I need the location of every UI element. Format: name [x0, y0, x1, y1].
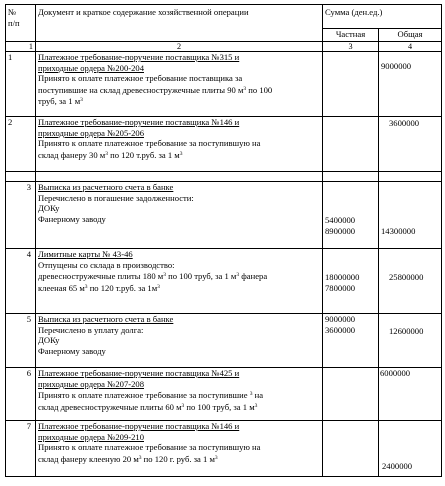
operation-row [6, 314, 442, 368]
private-sum-value: 3600000 [325, 324, 356, 335]
header-description-cell: Документ и краткое содержание хозяйственной операции [36, 5, 323, 42]
header-private-cell: Частная [323, 29, 379, 42]
private-sum-value: 5400000 [325, 215, 356, 225]
operation-number: 3 [6, 182, 36, 249]
operation-row [6, 52, 442, 117]
operation-number: 2 [6, 117, 36, 172]
operation-text: поступившие на склад древесностружечные плиты 90 $м^3$ по 100 [38, 84, 273, 95]
operation-text: ДОКу [38, 335, 60, 346]
document-title: Выписка из расчетного счета в банке [38, 182, 174, 192]
header-row [6, 5, 442, 29]
document-title: приходные ордера №205-206 [38, 127, 144, 138]
total-sum: 14300000 [379, 182, 442, 249]
private-sum-value: 8900000 [325, 225, 356, 236]
operation-text: Фанерному заводу [38, 213, 106, 224]
operation-text: Принято к оплате платежное требование поставщика за [38, 73, 243, 84]
header-number-label: № [8, 7, 17, 17]
document-title: приходные ордера №209-210 [38, 431, 144, 442]
operation-description [36, 368, 323, 421]
operation-text: Принято к оплате платежное требование за поступившую на [38, 138, 261, 149]
private-sum [323, 117, 379, 172]
operation-description [36, 117, 323, 172]
column-index: 2 [36, 42, 323, 52]
total-sum: 12600000 [379, 314, 442, 368]
private-sum [323, 368, 379, 421]
document-title: Платежное требование-поручение поставщика №146 и [38, 117, 240, 127]
operation-text: склад фанеру клееную 20 $м^3$ по 120 г. руб. за 1 $м^3$ [38, 453, 218, 464]
spacer-cell [6, 172, 36, 182]
operation-row [6, 182, 442, 249]
operation-text: древесностружечные плиты 180 $м^3$ по 100 труб, за 1 $м^3$ фанера [38, 271, 268, 282]
operation-text: ДОКу [38, 203, 60, 214]
document-title: приходные ордера №207-208 [38, 378, 144, 389]
operation-text: склад фанеру 30 $м^3$ по 120 т.руб. за 1 $м^3$ [38, 149, 183, 160]
total-sum: 6000000 [379, 368, 442, 421]
document-title: Платежное требование-поручение поставщика №315 и [38, 52, 240, 62]
column-index: 3 [323, 42, 379, 52]
private-sum [323, 182, 379, 249]
document-title: Платежное требование-поручение поставщика №425 и [38, 368, 240, 378]
header-number-cell [6, 5, 36, 42]
operation-description [36, 314, 323, 368]
operation-number: 1 [6, 52, 36, 117]
operation-number: 4 [6, 249, 36, 314]
operation-number: 5 [6, 314, 36, 368]
private-sum [323, 421, 379, 477]
spacer-cell [36, 172, 323, 182]
total-sum: 2400000 [379, 421, 442, 477]
operation-text: склад древесностружечные плиты 60 $м^3$ по 100 труб, за 1 $м^3$ [38, 401, 258, 412]
operation-description [36, 182, 323, 249]
operation-row [6, 368, 442, 421]
operation-description [36, 52, 323, 117]
spacer-cell [379, 172, 442, 182]
column-index: 4 [379, 42, 442, 52]
document-title: Платежное требование-поручение поставщика №146 и [38, 421, 240, 431]
private-sum-value: 9000000 [325, 314, 356, 324]
column-index: 1 [6, 42, 36, 52]
operation-row [6, 249, 442, 314]
operation-description [36, 249, 323, 314]
private-sum-value: 7800000 [325, 282, 356, 293]
total-sum: 3600000 [379, 117, 442, 172]
document-title: Выписка из расчетного счета в банке [38, 314, 174, 324]
operation-row [6, 421, 442, 477]
total-sum: 9000000 [379, 52, 442, 117]
total-sum: 25800000 [379, 249, 442, 314]
operation-row [6, 117, 442, 172]
header-number-sublabel: п/п [8, 17, 20, 28]
operation-description [36, 421, 323, 477]
operation-text: Принято к оплате платежное требование за поступившие $^3$ на [38, 390, 264, 401]
private-sum-value: 18000000 [325, 272, 360, 282]
document-title: приходные ордера №200-204 [38, 62, 144, 73]
private-sum [323, 314, 379, 368]
spacer-cell [323, 172, 379, 182]
column-index-row [6, 42, 442, 52]
header-sum-cell: Сумма (ден.ед.) [323, 5, 442, 29]
header-total-cell: Общая [379, 29, 442, 42]
document-title: Лимитные карты № 43-46 [38, 249, 133, 259]
operation-text: Принято к оплате платежное требование за поступившую на [38, 442, 261, 453]
private-sum [323, 249, 379, 314]
operations-ledger-table [5, 4, 442, 477]
operation-text: Перечислено в уплату долга: [38, 324, 144, 335]
operation-text: Фанерному заводу [38, 345, 106, 356]
operation-number: 7 [6, 421, 36, 477]
operation-text: Отпущены со склада в производство: [38, 259, 175, 270]
operation-number: 6 [6, 368, 36, 421]
operation-text: клееная 65 $м^3$ по 120 т.руб. за $1м^3$ [38, 282, 160, 293]
spacer-row [6, 172, 442, 182]
operation-text: Перечислено в погашение задолженности: [38, 192, 194, 203]
private-sum [323, 52, 379, 117]
operation-text: труб, за 1 $м^3$ [38, 96, 83, 107]
